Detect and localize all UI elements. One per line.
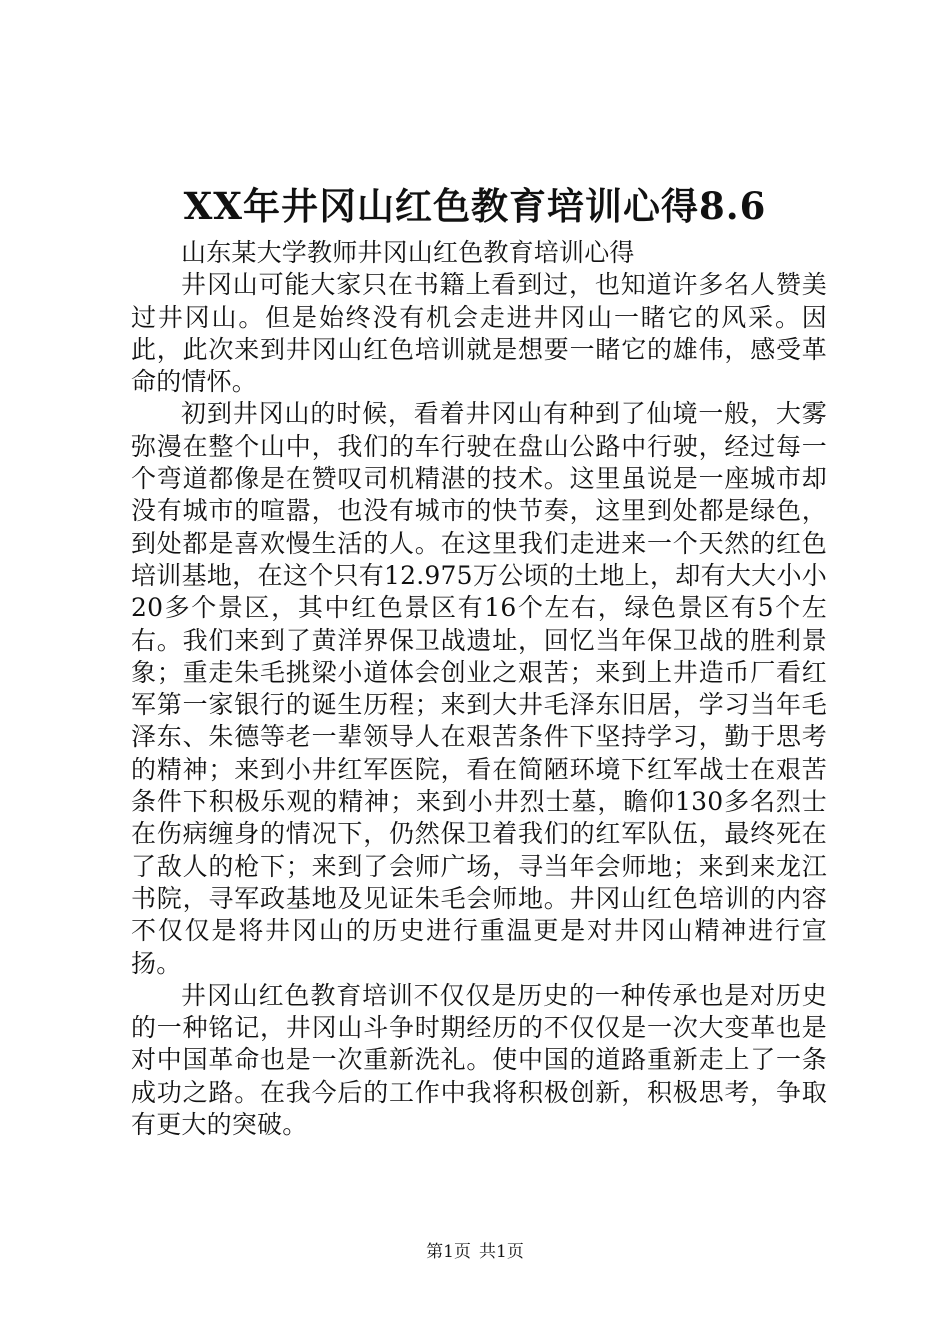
document-subtitle: 山东某大学教师井冈山红色教育培训心得 [181,238,635,267]
page-total: 共1页 [479,1242,524,1262]
page-footer [0,1240,950,1264]
document-body [131,237,827,1141]
paragraph: 井冈山可能大家只在书籍上看到过，也知道许多名人赞美过井冈山。但是始终没有机会走进井冈山一睹它的风采。因此，此次来到井冈山红色培训就是想要一睹它的雄伟，感受革命的情怀。 [131,270,827,397]
paragraph: 井冈山红色教育培训不仅仅是历史的一种传承也是对历史的一种铭记，井冈山斗争时期经历的不仅仅是一次大变革也是对中国革命也是一次重新洗礼。使中国的道路重新走上了一条成功之路。在我今后的工作中我将积极创新，积极思考，争取有更大的突破。 [131,980,827,1140]
document-title: XX年井冈山红色教育培训心得8.6 [183,184,767,228]
page-number: 第1页 [426,1242,471,1262]
paragraph: 初到井冈山的时候，看着井冈山有种到了仙境一般，大雾弥漫在整个山中，我们的车行驶在盘山公路中行驶，经过每一个弯道都像是在赞叹司机精湛的技术。这里虽说是一座城市却没有城市的喧嚣，也没有城市的快节奏，这里到处都是绿色，到处都是喜欢慢生活的人。在这里我们走进来一个天然的红色培训基地，在这个只有12.975万公顷的土地上，却有大大小小20多个景区，其中红色景区有16个左右，绿色景区有5个左右。我们来到了黄洋界保卫战遗址，回忆当年保卫战的胜利景象；重走朱毛挑梁小道体会创业之艰苦；来到上井造币厂看红军第一家银行的诞生历程；来到大井毛泽东旧居，学习当年毛泽东、朱德等老一辈领导人在艰苦条件下坚持学习，勤于思考的精神；来到小井红军医院，看在简陋环境下红军战士在艰苦条件下积极乐观的精神；来到小井烈士墓，瞻仰130多名烈士在伤病缠身的情况下，仍然保卫着我们的红军队伍，最终死在了敌人的枪下；来到了会师广场，寻当年会师地；来到来龙江书院，寻军政基地及见证朱毛会师地。井冈山红色培训的内容不仅仅是将井冈山的历史进行重温更是对井冈山精神进行宣扬。 [131,399,827,978]
